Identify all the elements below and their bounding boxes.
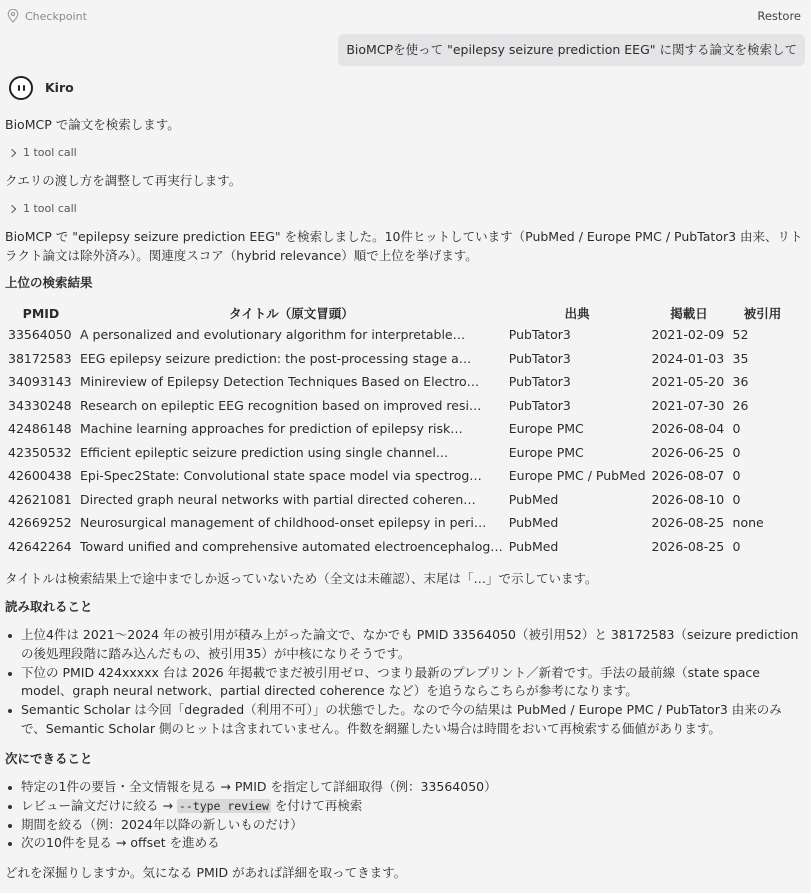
table-row	[5, 489, 796, 513]
cell-title: Efficient epileptic seizure prediction using single channel…	[80, 444, 449, 460]
cell-source: PubMed	[508, 515, 559, 531]
tool-call-label: 1 tool call	[23, 146, 77, 159]
top-bar	[0, 0, 811, 32]
list-item	[5, 797, 805, 816]
cell-pmid: 42669252	[8, 515, 72, 531]
list-item: 下位の PMID 424xxxxx 台は 2026 年掲載でまだ被引用ゼロ、つまり最新のプレプリント／新着です。手法の最前線（state space model、graph neural network、partial directed coherence など）を追うならこちらが参考になります。	[5, 664, 805, 702]
cell-pmid: 33564050	[8, 327, 72, 343]
cell-title: EEG epilepsy seizure prediction: the post-processing stage a…	[80, 350, 472, 366]
cell-source: Europe PMC / PubMed	[508, 468, 646, 484]
cell-citations: 26	[732, 397, 749, 413]
cell-pmid: 42350532	[8, 444, 72, 460]
cell-pmid: 42642264	[8, 538, 72, 554]
cell-source: PubTator3	[508, 397, 571, 413]
cell-source: PubTator3	[508, 350, 571, 366]
cell-pmid: 34093143	[8, 374, 72, 390]
cell-source: Europe PMC	[508, 444, 584, 460]
next-steps-list	[5, 778, 805, 853]
tool-call-toggle-2[interactable]	[9, 201, 77, 218]
cell-pmid: 38172583	[8, 350, 72, 366]
closing-text: どれを深掘りしますか。気になる PMID があれば詳細を取ってきます。	[5, 865, 407, 880]
table-row	[5, 395, 796, 419]
cell-title: A personalized and evolutionary algorithm for interpretable…	[80, 327, 466, 343]
cell-source: PubMed	[508, 538, 559, 554]
table-note: タイトルは検索結果上で途中までしか返っていないため（全文は未確認）、末尾は「…」で示しています。	[5, 571, 598, 586]
table-row	[5, 418, 796, 442]
table-row	[5, 348, 796, 372]
user-message-bubble	[338, 34, 805, 66]
cell-pmid: 42621081	[8, 491, 72, 507]
cell-citations: 0	[732, 491, 741, 507]
header-citations: 被引用	[743, 305, 782, 321]
table-row	[5, 465, 796, 489]
intro-text: BioMCP で論文を検索します。	[5, 117, 180, 132]
assistant-name: Kiro	[45, 79, 74, 95]
cell-date: 2026-06-25	[651, 444, 725, 460]
cell-date: 2026-08-25	[651, 515, 725, 531]
cell-title: Toward unified and comprehensive automated electroencephalog…	[80, 538, 503, 554]
cell-source: PubTator3	[508, 327, 571, 343]
table-row	[5, 324, 796, 348]
results-heading: 上位の検索結果	[5, 275, 93, 290]
cell-citations: 0	[732, 538, 741, 554]
cell-title: Neurosurgical management of childhood-onset epilepsy in peri…	[80, 515, 487, 531]
kiro-avatar-icon	[9, 76, 33, 100]
table-row	[5, 512, 796, 536]
list-item: 上位4件は 2021〜2024 年の被引用が積み上がった論文で、なかでも PMID 33564050（被引用52）と 38172583（seizure prediction の後処理段階に踏み込んだもの、被引用35）が中核になりそうです。	[5, 626, 805, 664]
cell-citations: 35	[732, 350, 749, 366]
table-header-row	[5, 304, 796, 324]
cell-citations: none	[732, 515, 764, 531]
tool-call-toggle-1[interactable]	[9, 145, 77, 162]
chevron-right-icon	[8, 149, 16, 157]
cell-citations: 52	[732, 327, 749, 343]
assistant-header	[9, 76, 74, 100]
cell-title: Minireview of Epilepsy Detection Techniques Based on Electro…	[80, 374, 480, 390]
restore-button[interactable]: Restore	[757, 9, 801, 23]
cell-date: 2026-08-07	[651, 468, 725, 484]
cell-pmid: 34330248	[8, 397, 72, 413]
list-item: 期間を絞る（例：2024年以降の新しいものだけ）	[5, 816, 805, 835]
type-review-code: --type review	[178, 798, 269, 813]
cell-citations: 0	[732, 444, 741, 460]
location-pin-icon	[7, 9, 19, 23]
cell-date: 2026-08-25	[651, 538, 725, 554]
results-table	[5, 304, 796, 559]
tool-call-label: 1 tool call	[23, 202, 77, 215]
header-pmid: PMID	[22, 305, 60, 321]
cell-source: Europe PMC	[508, 421, 584, 437]
cell-title: Directed graph neural networks with partial directed coheren…	[80, 491, 476, 507]
list-item: 特定の1件の要旨・全文情報を見る → PMID を指定して詳細取得（例：33564050）	[5, 778, 805, 797]
search-summary: BioMCP で "epilepsy seizure prediction EEG" を検索しました。10件ヒットしています（PubMed / Europe PMC / PubTator3 由来、リトラクト論文は除外済み）。関連度スコア（hybrid relevance）順で上位を挙げます。	[5, 229, 803, 263]
next-steps-heading: 次にできること	[5, 751, 93, 766]
cell-title: Machine learning approaches for prediction of epilepsy risk…	[80, 421, 463, 437]
cell-citations: 36	[732, 374, 749, 390]
header-title: タイトル（原文冒頭）	[229, 305, 354, 321]
list-item: 次の10件を見る → offset を進める	[5, 834, 805, 853]
table-row	[5, 442, 796, 466]
table-row	[5, 536, 796, 560]
cell-pmid: 42600438	[8, 468, 72, 484]
cell-date: 2026-08-04	[651, 421, 725, 437]
cell-date: 2021-07-30	[651, 397, 725, 413]
next-step-text: レビュー論文だけに絞る →	[21, 797, 177, 813]
cell-date: 2026-08-10	[651, 491, 725, 507]
table-row	[5, 371, 796, 395]
insights-list	[5, 626, 805, 739]
header-source: 出典	[564, 305, 590, 321]
cell-title: Epi-Spec2State: Convolutional state space model via spectrog…	[80, 468, 482, 484]
insights-heading: 読み取れること	[5, 599, 93, 614]
chevron-right-icon	[8, 205, 16, 213]
cell-citations: 0	[732, 421, 741, 437]
cell-source: PubMed	[508, 491, 559, 507]
cell-date: 2021-05-20	[651, 374, 725, 390]
cell-citations: 0	[732, 468, 741, 484]
checkpoint-label: Checkpoint	[25, 10, 87, 23]
retry-text: クエリの渡し方を調整して再実行します。	[5, 173, 242, 188]
cell-pmid: 42486148	[8, 421, 72, 437]
cell-title: Research on epileptic EEG recognition based on improved resi…	[80, 397, 482, 413]
header-date: 掲載日	[670, 305, 708, 321]
cell-date: 2021-02-09	[651, 327, 725, 343]
cell-source: PubTator3	[508, 374, 571, 390]
list-item: Semantic Scholar は今回「degraded（利用不可）」の状態でした。なので今の結果は PubMed / Europe PMC / PubTator3 由来のみで、Semantic Scholar 側のヒットは含まれていません。件数を網羅したい場合は時間をおいて再検索する価値があります。	[5, 701, 805, 739]
cell-date: 2024-01-03	[651, 350, 725, 366]
user-message-text: BioMCPを使って "epilepsy seizure prediction EEG" に関する論文を検索して	[346, 41, 797, 57]
next-step-text: を付けて再検索	[270, 797, 363, 813]
